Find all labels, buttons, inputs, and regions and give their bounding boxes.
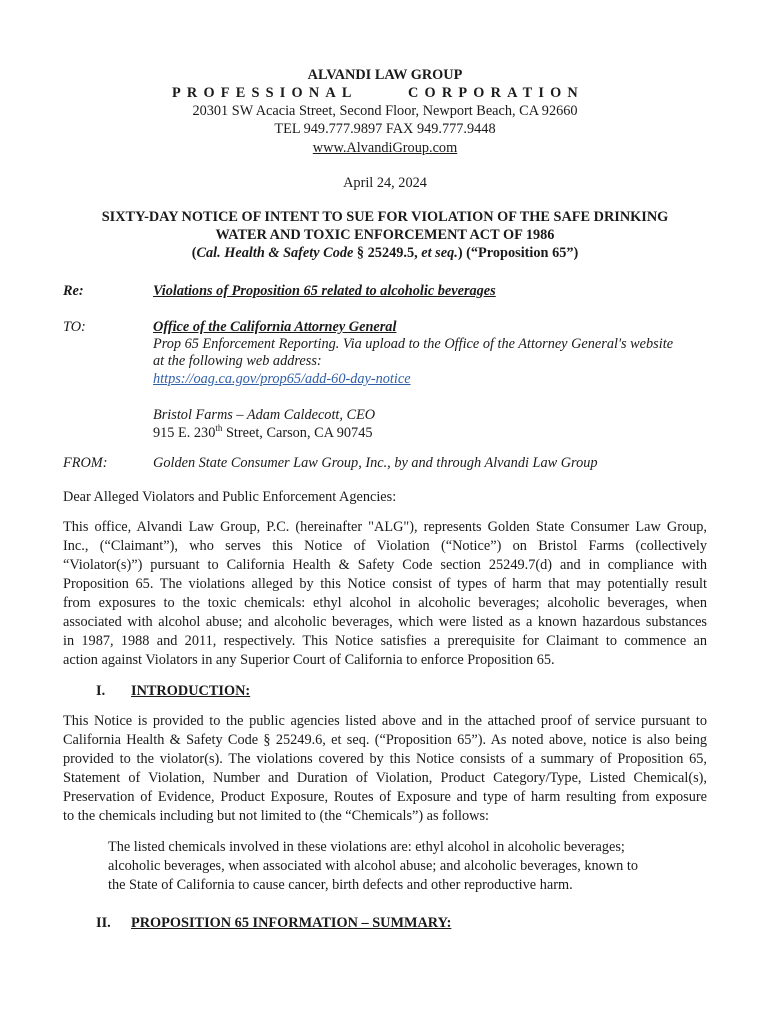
section-1-title: INTRODUCTION:	[131, 683, 251, 699]
from-value: Golden State Consumer Law Group, Inc., by and through Alvandi Law Group	[153, 455, 598, 471]
section-1-line: Preservation of Evidence, Product Exposure, Routes of Exposure and type of harm resulting from exposure	[63, 789, 707, 805]
section-1-line: to the chemicals including but not limited to (the “Chemicals”) as follows:	[63, 808, 490, 824]
section-1-line: This Notice is provided to the public agencies listed above and in the attached proof of service pursuant to	[63, 713, 707, 729]
firm-type-left: PROFESSIONAL	[172, 85, 358, 101]
title-code-name: Cal. Health & Safety Code	[196, 245, 354, 261]
intro-line: in 1987, 1988 and 2011, respectively. This Notice satisfies a prerequisite for Claimant to commence an	[63, 633, 707, 649]
section-1-number: I.	[96, 683, 106, 699]
section-1-line: Statement of Violation, Number and Duration of Violation, Product Category/Type, Listed Chemical(s),	[63, 770, 707, 786]
firm-address: 20301 SW Acacia Street, Second Floor, Newport Beach, CA 92660	[192, 103, 578, 119]
quote-line: The listed chemicals involved in these violations are: ethyl alcohol in alcoholic beverages;	[108, 839, 625, 855]
title-proposition: ) (“Proposition 65”)	[457, 245, 579, 261]
section-1-line: provided to the violator(s). The violations covered by this Notice consists of a summary of Proposition 65,	[63, 751, 707, 767]
title-section: § 25249.5,	[353, 245, 422, 261]
quote-line: alcoholic beverages, when associated with alcohol abuse; and alcoholic beverages, known to	[108, 858, 638, 874]
from-label: FROM:	[63, 455, 108, 471]
ag-notice-link[interactable]: https://oag.ca.gov/prop65/add-60-day-notice	[153, 371, 411, 387]
firm-phone-fax: TEL 949.777.9897 FAX 949.777.9448	[274, 121, 496, 137]
notice-title-line2: WATER AND TOXIC ENFORCEMENT ACT OF 1986	[215, 227, 555, 243]
section-2-number: II.	[96, 915, 111, 931]
notice-title-line1: SIXTY-DAY NOTICE OF INTENT TO SUE FOR VIOLATION OF THE SAFE DRINKING	[101, 209, 669, 225]
firm-type-right: CORPORATION	[408, 85, 584, 101]
re-label: Re:	[63, 283, 84, 299]
intro-line: “Violator(s)”) pursuant to California Health & Safety Code section 25249.7(d) and in compliance with	[63, 557, 707, 573]
chemicals-quote	[108, 838, 688, 895]
quote-line: the State of California to cause cancer, birth defects and other reproductive harm.	[108, 877, 573, 893]
section-1-paragraph	[63, 712, 707, 826]
recipient-ag-title: Office of the California Attorney General	[153, 319, 397, 335]
intro-line: from exposures to the toxic chemicals: ethyl alcohol in alcoholic beverages; alcoholic beverages, when	[63, 595, 707, 611]
firm-name: ALVANDI LAW GROUP	[307, 67, 463, 83]
recipient-bristol-address: 915 E. 230th Street, Carson, CA 90745	[153, 423, 373, 441]
intro-line: action against Violators in any Superior Court of California to enforce Proposition 65.	[63, 652, 555, 668]
re-value: Violations of Proposition 65 related to alcoholic beverages	[153, 283, 496, 299]
section-2-heading	[96, 914, 451, 933]
intro-line: associated with alcohol abuse; and alcoholic beverages, which were listed as a known hazardous substances	[63, 614, 707, 630]
section-1-heading	[96, 682, 250, 701]
recipient-ag-line2: at the following web address:	[153, 353, 322, 369]
recipient-ag-line1: Prop 65 Enforcement Reporting. Via upload to the Office of the Attorney General's website	[153, 336, 674, 352]
intro-paragraph	[63, 518, 707, 670]
title-et-seq: et seq.	[421, 245, 458, 261]
salutation: Dear Alleged Violators and Public Enforcement Agencies:	[63, 489, 397, 505]
intro-line: This office, Alvandi Law Group, P.C. (hereinafter "ALG"), represents Golden State Consumer Law Group,	[63, 519, 707, 535]
title-paren-open: (	[191, 245, 197, 261]
section-1-line: California Health & Safety Code § 25249.6, et seq. (“Proposition 65”). As noted above, notice is also being	[63, 732, 707, 748]
to-label: TO:	[63, 319, 86, 335]
firm-website-link[interactable]: www.AlvandiGroup.com	[312, 140, 458, 156]
notice-title-line3	[0, 244, 770, 263]
section-2-title: PROPOSITION 65 INFORMATION – SUMMARY:	[131, 915, 452, 931]
intro-line: Proposition 65. The violations alleged by this Notice consist of types of harm that may potentially result	[63, 576, 707, 592]
intro-line: Inc., (“Claimant”), who serves this Notice of Violation (“Notice”) on Bristol Farms (collectively	[63, 538, 707, 554]
letter-date: April 24, 2024	[343, 175, 427, 191]
recipient-bristol-name: Bristol Farms – Adam Caldecott, CEO	[153, 407, 376, 423]
